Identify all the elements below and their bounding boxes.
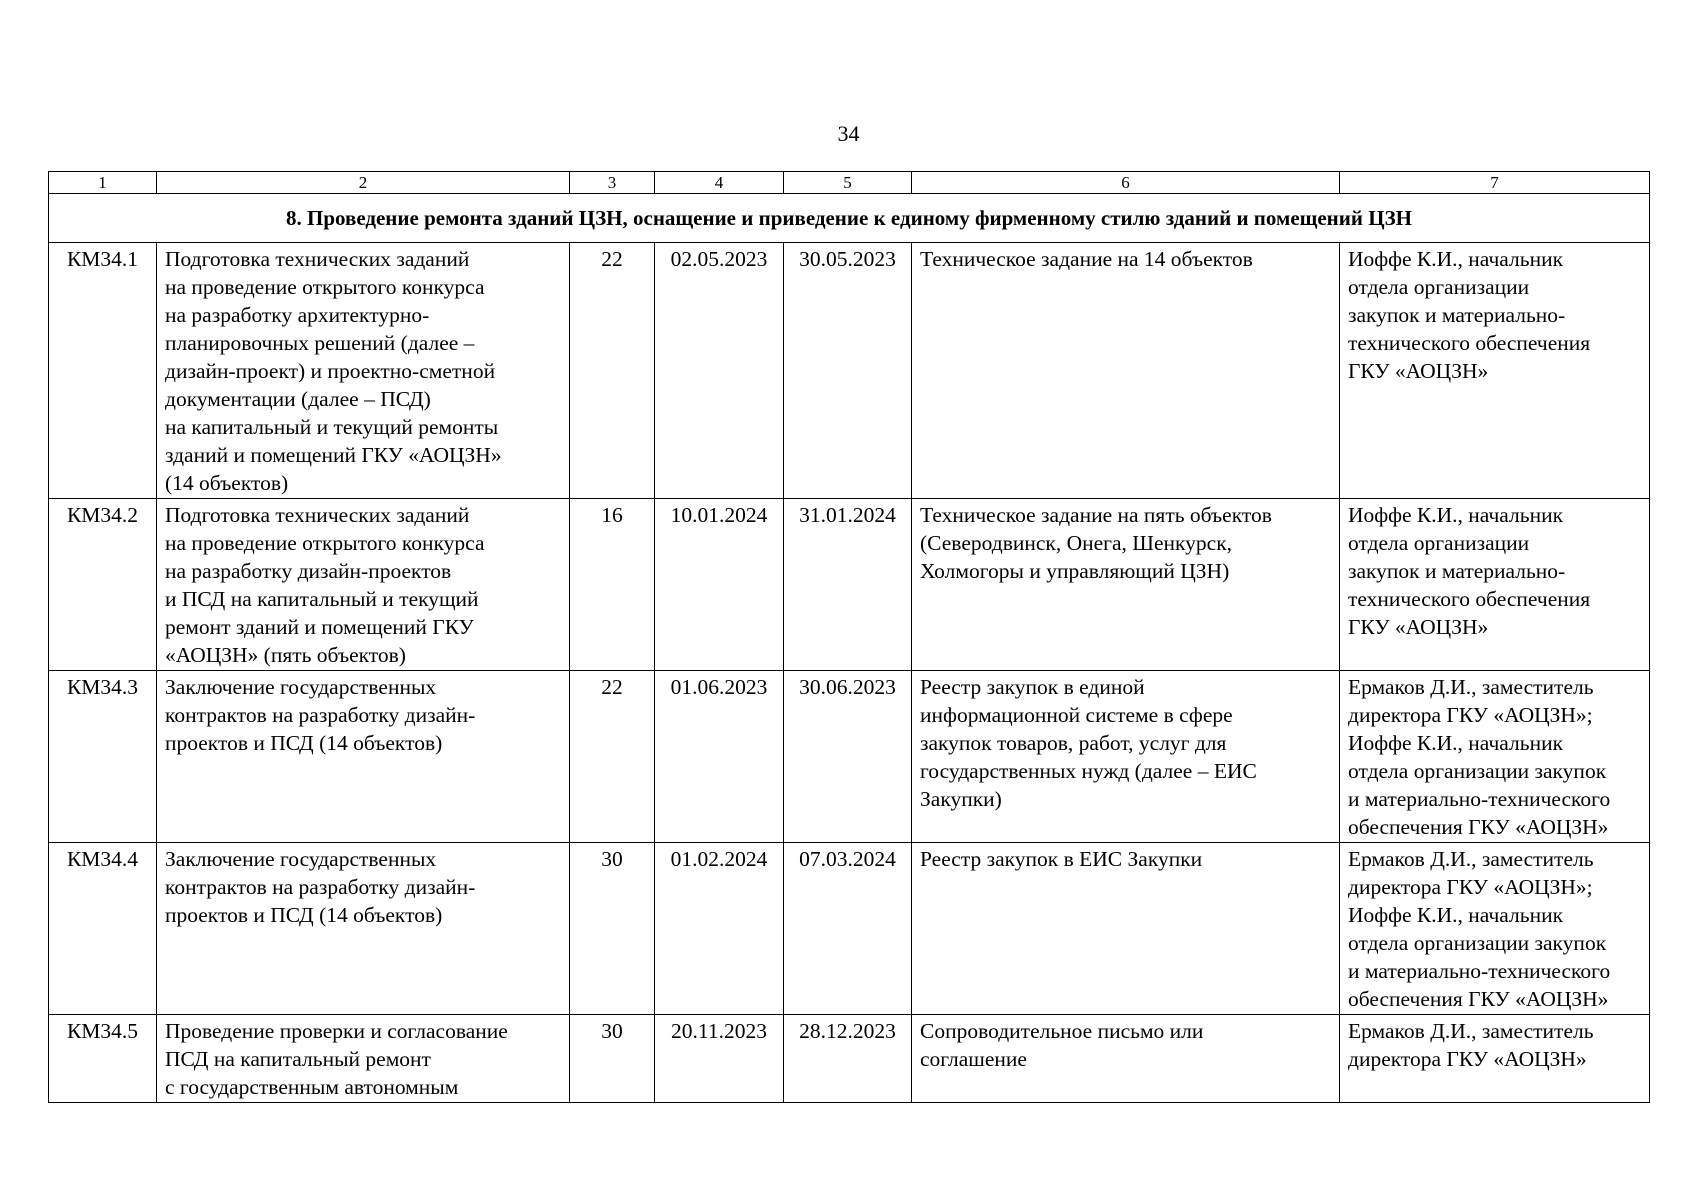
column-number: 6 bbox=[912, 172, 1340, 194]
item-end-date: 31.01.2024 bbox=[784, 499, 912, 671]
item-end-date: 30.05.2023 bbox=[784, 243, 912, 499]
item-result: Реестр закупок в единой информационной системе в сфере закупок товаров, работ, услуг для государственных нужд (далее – ЕИС Закупки) bbox=[912, 671, 1340, 843]
item-duration: 30 bbox=[570, 1015, 655, 1103]
item-start-date: 10.01.2024 bbox=[655, 499, 784, 671]
item-responsible: Иоффе К.И., начальник отдела организации закупок и материально- технического обеспечения ГКУ «АОЦЗН» bbox=[1340, 243, 1650, 499]
item-description: Проведение проверки и согласование ПСД на капитальный ремонт с государственным автономным bbox=[157, 1015, 570, 1103]
item-responsible: Ермаков Д.И., заместитель директора ГКУ «АОЦЗН»; Иоффе К.И., начальник отдела организации закупок и материально-технического обеспечения ГКУ «АОЦЗН» bbox=[1340, 843, 1650, 1015]
column-number: 5 bbox=[784, 172, 912, 194]
item-code: КМ34.4 bbox=[49, 843, 157, 1015]
table-row bbox=[49, 1015, 1650, 1103]
item-start-date: 01.02.2024 bbox=[655, 843, 784, 1015]
item-end-date: 30.06.2023 bbox=[784, 671, 912, 843]
item-description: Заключение государственных контрактов на разработку дизайн- проектов и ПСД (14 объектов) bbox=[157, 671, 570, 843]
item-responsible: Ермаков Д.И., заместитель директора ГКУ «АОЦЗН» bbox=[1340, 1015, 1650, 1103]
item-result: Реестр закупок в ЕИС Закупки bbox=[912, 843, 1340, 1015]
item-result: Техническое задание на пять объектов (Северодвинск, Онега, Шенкурск, Холмогоры и управляющий ЦЗН) bbox=[912, 499, 1340, 671]
column-number-row bbox=[49, 172, 1650, 194]
item-code: КМ34.1 bbox=[49, 243, 157, 499]
item-start-date: 02.05.2023 bbox=[655, 243, 784, 499]
item-end-date: 07.03.2024 bbox=[784, 843, 912, 1015]
section-row bbox=[49, 194, 1650, 243]
item-start-date: 01.06.2023 bbox=[655, 671, 784, 843]
column-number: 2 bbox=[157, 172, 570, 194]
section-title: 8. Проведение ремонта зданий ЦЗН, оснащение и приведение к единому фирменному стилю зданий и помещений ЦЗН bbox=[49, 194, 1650, 243]
item-duration: 16 bbox=[570, 499, 655, 671]
plan-table bbox=[48, 171, 1650, 1103]
item-result: Сопроводительное письмо или соглашение bbox=[912, 1015, 1340, 1103]
table-row bbox=[49, 671, 1650, 843]
item-duration: 22 bbox=[570, 243, 655, 499]
item-code: КМ34.3 bbox=[49, 671, 157, 843]
column-number: 7 bbox=[1340, 172, 1650, 194]
item-responsible: Иоффе К.И., начальник отдела организации закупок и материально- технического обеспечения ГКУ «АОЦЗН» bbox=[1340, 499, 1650, 671]
item-responsible: Ермаков Д.И., заместитель директора ГКУ «АОЦЗН»; Иоффе К.И., начальник отдела организации закупок и материально-технического обеспечения ГКУ «АОЦЗН» bbox=[1340, 671, 1650, 843]
item-description: Подготовка технических заданий на проведение открытого конкурса на разработку архитектурно- планировочных решений (далее – дизайн-проект) и проектно-сметной документации (далее – ПСД) на капитальный и текущий ремонты зданий и помещений ГКУ «АОЦЗН» (14 объектов) bbox=[157, 243, 570, 499]
column-number: 3 bbox=[570, 172, 655, 194]
item-code: КМ34.2 bbox=[49, 499, 157, 671]
item-result: Техническое задание на 14 объектов bbox=[912, 243, 1340, 499]
page-number: 34 bbox=[837, 121, 860, 146]
column-number: 1 bbox=[49, 172, 157, 194]
table-row bbox=[49, 499, 1650, 671]
item-end-date: 28.12.2023 bbox=[784, 1015, 912, 1103]
item-description: Заключение государственных контрактов на разработку дизайн- проектов и ПСД (14 объектов) bbox=[157, 843, 570, 1015]
column-number: 4 bbox=[655, 172, 784, 194]
table-row bbox=[49, 243, 1650, 499]
item-duration: 22 bbox=[570, 671, 655, 843]
item-code: КМ34.5 bbox=[49, 1015, 157, 1103]
item-duration: 30 bbox=[570, 843, 655, 1015]
item-start-date: 20.11.2023 bbox=[655, 1015, 784, 1103]
table-row bbox=[49, 843, 1650, 1015]
item-description: Подготовка технических заданий на проведение открытого конкурса на разработку дизайн-проектов и ПСД на капитальный и текущий ремонт зданий и помещений ГКУ «АОЦЗН» (пять объектов) bbox=[157, 499, 570, 671]
